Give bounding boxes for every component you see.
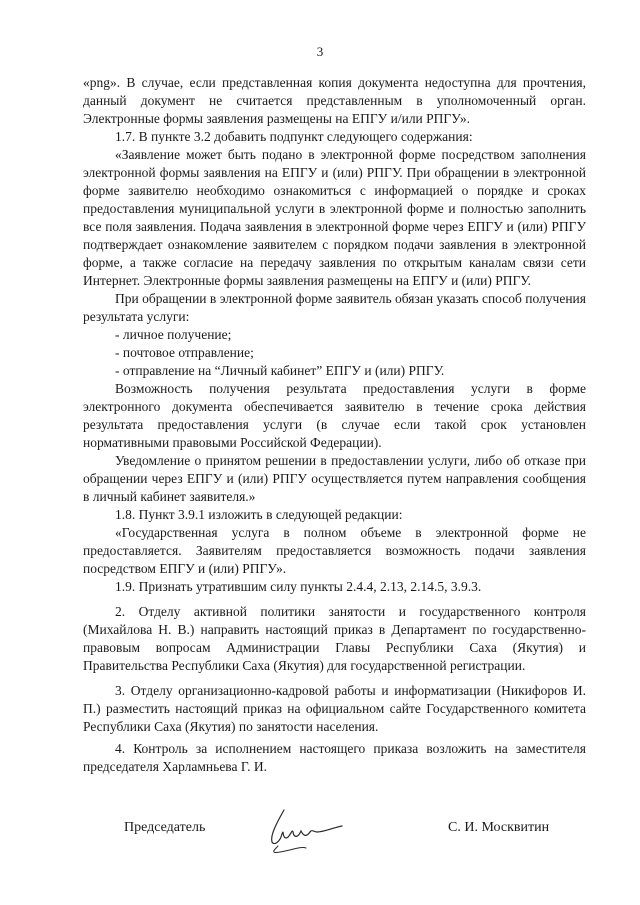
paragraph-1-9: 1.9. Признать утратившим силу пункты 2.4.4, 2.13, 2.14.5, 3.9.3. bbox=[115, 579, 482, 594]
list-item-postal: - почтовое отправление; bbox=[115, 345, 254, 360]
paragraph-2: 2. Отделу активной политики занятости и государственного контроля (Михайлова Н. В.) направить настоящий приказ в Департамент по государственно-правовым вопросам Администрации Главы Республики Саха (Якутия) и Правительства Республики Саха (Якутия) для государственной регистрации. bbox=[83, 604, 586, 673]
paragraph-state-service: «Государственная услуга в полном объеме в электронной форме не предоставляется. Заявителям предоставляется возможность подачи заявления посредством ЕПГУ и (или) РПГУ». bbox=[83, 525, 586, 576]
paragraph-1-8: 1.8. Пункт 3.9.1 изложить в следующей редакции: bbox=[115, 507, 403, 522]
paragraph-electronic-application: «Заявление может быть подано в электронной форме посредством заполнения электронной формы заявления на ЕПГУ и (или) РПГУ. При обращении в электронной форме заявителю необходимо ознакомиться с информацией о порядке и сроках предоставления муниципальной услуги в электронной форме и полностью заполнить все поля заявления. Подача заявления в электронной форме через ЕПГУ и (или) РПГУ подтверждает ознакомление заявителем с порядком подачи заявления в электронной форме, а также согласие на передачу заявления по открытым каналам связи сети Интернет. Электронные формы заявления размещены на ЕПГУ и (или) РПГУ. bbox=[83, 147, 586, 288]
paragraph-result-method: При обращении в электронной форме заявитель обязан указать способ получения результата услуги: bbox=[83, 291, 586, 324]
paragraph-png-note: «png». В случае, если представленная копия документа недоступна для прочтения, данный документ не считается представленным в уполномоченный орган. Электронные формы заявления размещены на ЕПГУ и/или РПГУ». bbox=[83, 75, 586, 126]
handwritten-signature bbox=[262, 802, 352, 857]
paragraph-3: 3. Отделу организационно-кадровой работы и информатизации (Никифоров И. П.) разместить настоящий приказ на официальном сайте Государственного комитета Республики Саха (Якутия) по занятости населения. bbox=[83, 683, 586, 734]
list-item-personal: - личное получение; bbox=[115, 327, 232, 342]
document-body bbox=[83, 74, 586, 776]
paragraph-notification: Уведомление о принятом решении в предоставлении услуги, либо об отказе при обращении через ЕПГУ и (или) РПГУ осуществляется путем направления сообщения в личный кабинет заявителя.» bbox=[83, 453, 586, 504]
paragraph-1-7: 1.7. В пункте 3.2 добавить подпункт следующего содержания: bbox=[115, 129, 473, 144]
signature-block bbox=[0, 802, 640, 862]
paragraph-electronic-result: Возможность получения результата предоставления услуги в форме электронного документа обеспечивается заявителю в течение срока действия результата предоставления услуги (в случае если такой срок установлен нормативными правовыми Российской Федерации). bbox=[83, 381, 586, 450]
paragraph-4: 4. Контроль за исполнением настоящего приказа возложить на заместителя председателя Харламньева Г. И. bbox=[83, 741, 586, 774]
signatory-position: Председатель bbox=[124, 820, 206, 835]
list-item-cabinet: - отправление на “Личный кабинет” ЕПГУ и (или) РПГУ. bbox=[115, 363, 445, 378]
page-number: 3 bbox=[316, 44, 324, 59]
signatory-name: С. И. Москвитин bbox=[448, 820, 550, 835]
